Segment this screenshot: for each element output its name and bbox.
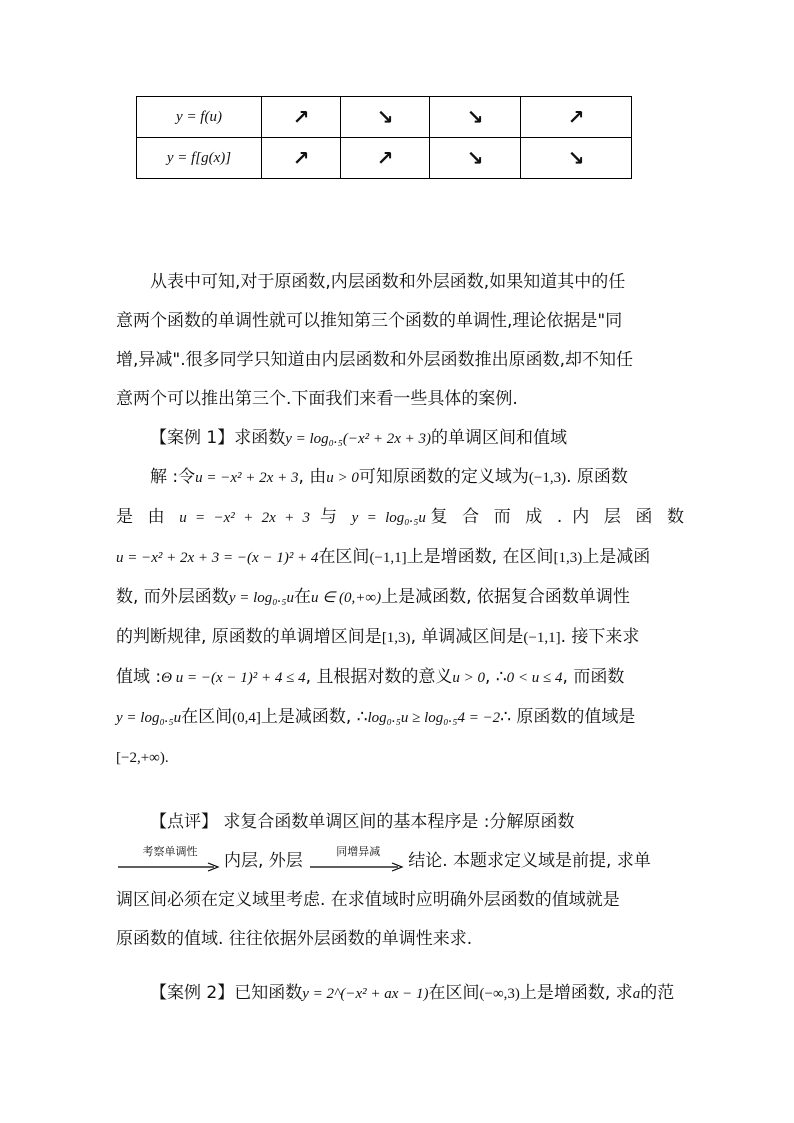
case2-paragraph	[116, 974, 684, 1014]
math-expression: u = −x² + 2x + 3 = −(x − 1)² + 4	[116, 550, 319, 566]
text-span: 值域 :	[116, 667, 162, 687]
text-line	[116, 842, 684, 881]
labeled-arrow	[118, 845, 222, 874]
text-span: 结论. 本题求定义域是前提, 求单	[408, 851, 651, 871]
text-span: 上是减函数, 依据复合函数单调性	[381, 587, 630, 607]
case-label: 【案例 2】已知函数	[150, 983, 303, 1003]
math-expression: [1,3)	[381, 630, 411, 646]
text-line	[116, 698, 684, 738]
math-expression: (−∞,3)	[479, 986, 520, 1002]
text-span: 与	[320, 507, 342, 527]
table-cell-arrow	[521, 138, 632, 179]
table-cell-arrow	[262, 97, 341, 138]
text-line	[116, 618, 684, 658]
text-span: 的范	[640, 983, 675, 1003]
math-expression: (−1,3)	[528, 470, 567, 486]
table-cell-arrow	[262, 138, 341, 179]
text-span: 上是增函数, 求	[519, 983, 633, 1003]
solution-paragraph	[116, 458, 684, 778]
text-span: ∴ 原函数的值域是	[500, 707, 636, 727]
decreasing-arrow-icon: ↘	[376, 105, 394, 129]
text-span: 上是增函数, 在区间	[406, 547, 554, 567]
text-span: 复 合 而 成 . 内 层 函 数	[425, 507, 685, 527]
math-expression: u = −x² + 2x + 3	[179, 510, 311, 526]
table-cell-arrow	[341, 97, 430, 138]
math-expression: (−1,1]	[369, 550, 407, 566]
math-expression: log₀.₅u ≥ log₀.₅4 = −2	[367, 710, 501, 726]
math-expression: a	[632, 986, 641, 1002]
text-line	[116, 974, 684, 1014]
text-span: 可知原函数的定义域为	[358, 467, 529, 487]
text-span: , 而函数	[562, 667, 625, 687]
math-expression: (0,4]	[232, 710, 261, 726]
table-cell-arrow	[521, 97, 632, 138]
increasing-arrow-icon: ↗	[567, 105, 585, 129]
math-expression: u ∈ (0,+∞)	[310, 590, 382, 606]
table-cell-func: y = f[g(x)]	[137, 138, 262, 179]
text-line	[116, 578, 684, 618]
text-span: 在区间	[181, 707, 233, 727]
text-span: 的判断规律, 原函数的单调增区间是	[116, 627, 382, 647]
math-expression: Θ u = −(x − 1)² + 4 ≤ 4	[161, 670, 306, 686]
math-expression: y = log₀.₅u	[116, 710, 182, 726]
math-expression: y = log₀.₅(−x² + 2x + 3)	[285, 431, 432, 447]
math-expression: y = log₀.₅u	[228, 590, 294, 606]
text-line	[116, 538, 684, 578]
text-span: 解 :令	[150, 467, 196, 487]
text-span: 内层, 外层	[224, 851, 303, 871]
text-span: , 由	[298, 467, 327, 487]
math-expression: 0 < u ≤ 4	[506, 670, 563, 686]
right-arrow-icon	[118, 862, 222, 872]
text-span: 的单调区间和值域	[431, 428, 568, 448]
text-line: 调区间必须在定义域里考虑. 在求值域时应明确外层函数的值域就是	[116, 890, 620, 910]
text-line: 意两个函数的单调性就可以推知第三个函数的单调性,理论依据是"同	[116, 311, 623, 331]
decreasing-arrow-icon: ↘	[466, 146, 484, 170]
text-span: 上是减函数, ∴	[260, 707, 368, 727]
increasing-arrow-icon: ↗	[292, 105, 310, 129]
math-expression: u > 0	[452, 670, 486, 686]
text-line	[116, 458, 684, 498]
text-span: 是 由	[116, 507, 170, 527]
math-expression: y = 2^(−x² + ax − 1)	[302, 986, 429, 1002]
math-expression: y = log₀.₅u	[351, 510, 426, 526]
case1-heading	[116, 419, 684, 459]
text-span: 在	[293, 587, 311, 607]
table-cell-arrow	[430, 97, 521, 138]
math-expression: (−1,1]	[523, 630, 561, 646]
comment-label: 【点评】	[150, 812, 218, 832]
text-span: , ∴	[485, 667, 507, 687]
text-span: . 原函数	[566, 467, 628, 487]
text-line	[116, 803, 684, 842]
text-span: 在区间	[428, 983, 480, 1003]
right-arrow-icon	[310, 862, 406, 872]
math-expression: u = −x² + 2x + 3	[195, 470, 299, 486]
text-line: 增,异减".很多同学只知道由内层函数和外层函数推出原函数,却不知任	[116, 350, 634, 370]
table-cell-arrow	[341, 138, 430, 179]
text-line	[116, 658, 684, 698]
table-row	[137, 138, 632, 179]
comment-paragraph	[116, 803, 684, 959]
intro-paragraph	[116, 263, 684, 419]
decreasing-arrow-icon: ↘	[567, 146, 585, 170]
arrow-label: 同增异减	[336, 845, 381, 858]
increasing-arrow-icon: ↗	[376, 146, 394, 170]
text-line: 从表中可知,对于原函数,内层函数和外层函数,如果知道其中的任	[150, 272, 626, 292]
table-row	[137, 97, 632, 138]
decreasing-arrow-icon: ↘	[466, 105, 484, 129]
text-line	[116, 498, 684, 538]
text-span: , 且根据对数的意义	[305, 667, 453, 687]
monotonicity-table	[136, 96, 632, 179]
text-line: 原函数的值域. 往往依据外层函数的单调性来求.	[116, 929, 473, 949]
text-line	[116, 419, 684, 459]
increasing-arrow-icon: ↗	[292, 146, 310, 170]
case-label: 【案例 1】求函数	[150, 428, 286, 448]
text-line	[116, 738, 684, 778]
text-span: 上是减函	[582, 547, 651, 567]
text-span: . 接下来求	[560, 627, 640, 647]
text-span: , 单调减区间是	[410, 627, 524, 647]
math-expression: [1,3)	[553, 550, 583, 566]
labeled-arrow	[310, 845, 406, 874]
math-expression: [−2,+∞).	[116, 750, 169, 766]
text-span: 在区间	[318, 547, 370, 567]
text-span: 求复合函数单调区间的基本程序是 :分解原函数	[218, 812, 575, 832]
text-line: 意两个可以推出第三个.下面我们来看一些具体的案例.	[116, 389, 518, 409]
table-cell-func: y = f(u)	[137, 97, 262, 138]
text-span: 数, 而外层函数	[116, 587, 229, 607]
arrow-label: 考察单调性	[142, 845, 198, 858]
table-cell-arrow	[430, 138, 521, 179]
math-expression: u > 0	[326, 470, 359, 486]
